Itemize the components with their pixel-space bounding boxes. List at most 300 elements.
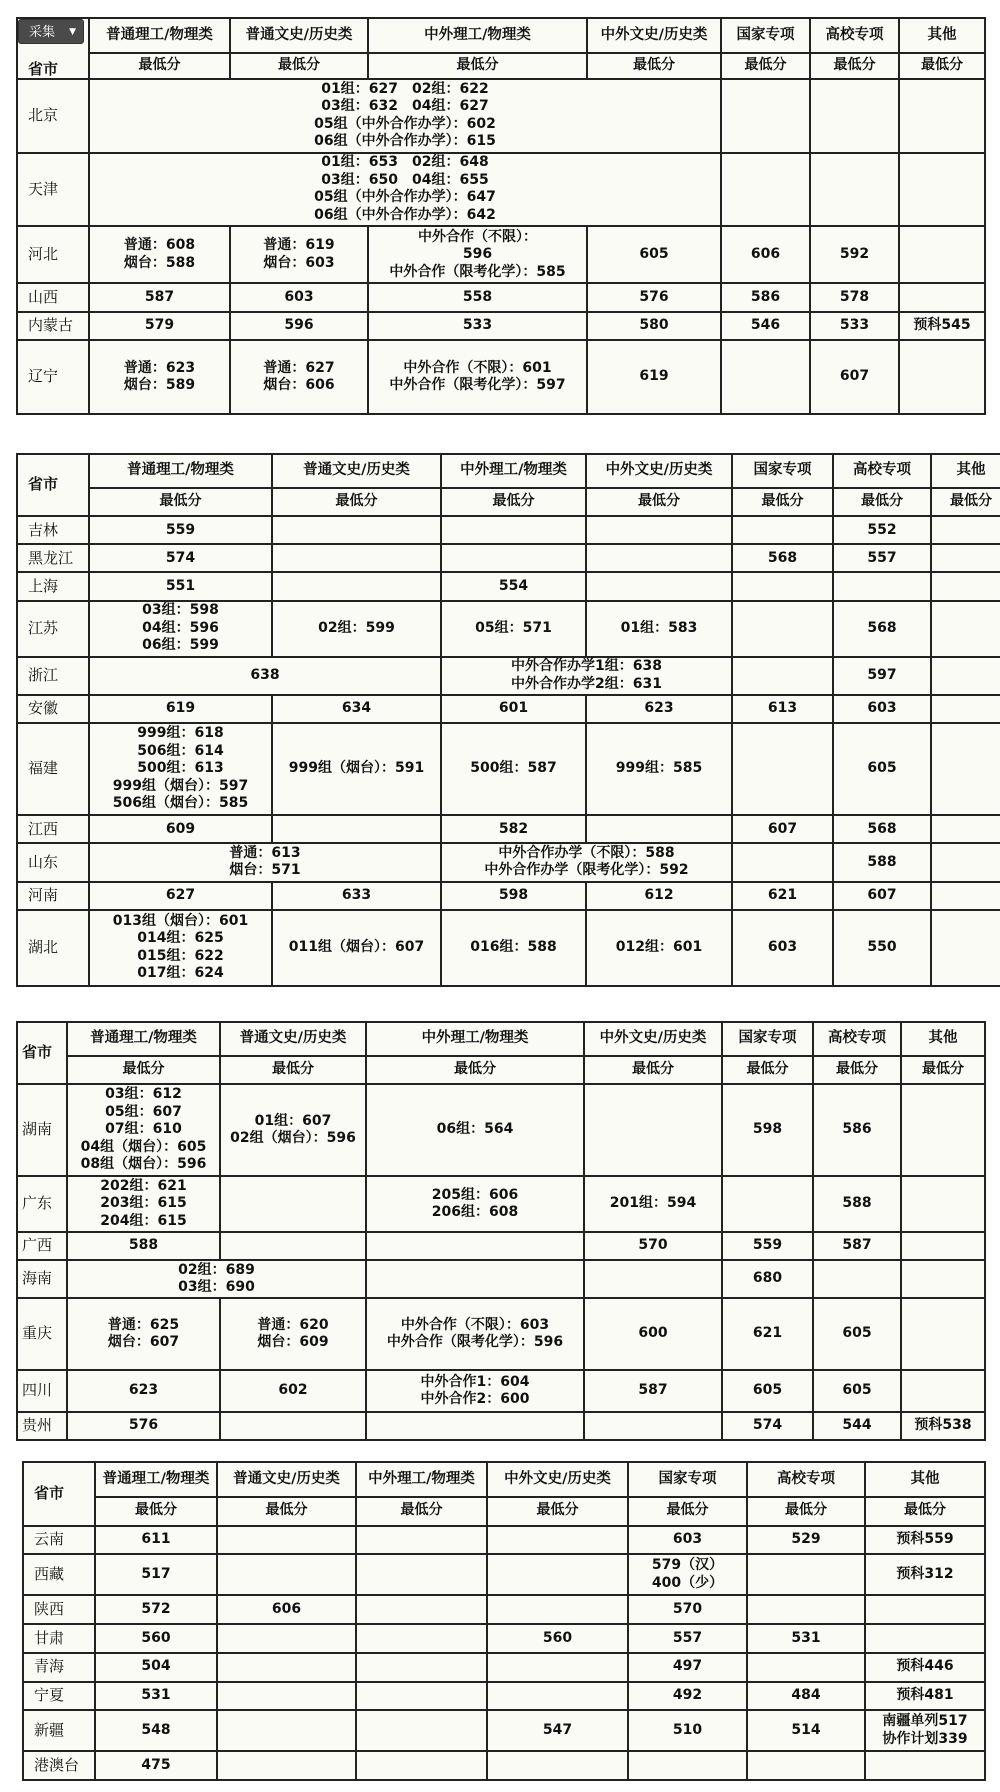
score-cell: 普通：625 烟台：607 (67, 1298, 220, 1370)
province-name: 河北 (17, 226, 89, 283)
score-cell: 中外合作（不限）：601 中外合作（限考化学）：597 (368, 340, 587, 414)
table-row (17, 843, 1000, 881)
score-cell: 609 (89, 815, 272, 843)
score-cell: 510 (628, 1710, 747, 1751)
score-cell: 01组：607 02组（烟台）：596 (220, 1084, 366, 1176)
header-college-special: 高校专项 (833, 454, 931, 488)
score-cell: 504 (95, 1653, 217, 1682)
province-name: 湖南 (17, 1084, 67, 1176)
province-name: 吉林 (17, 516, 89, 544)
subheader-min-score: 最低分 (722, 1056, 813, 1084)
header-college-special: 高校专项 (810, 18, 899, 53)
score-cell (931, 695, 1000, 723)
score-cell (220, 1412, 366, 1440)
score-cell (931, 843, 1000, 881)
score-cell: 012组：601 (586, 910, 732, 986)
score-cell (931, 910, 1000, 986)
score-cell (487, 1526, 628, 1555)
score-cell: 201组：594 (584, 1176, 722, 1232)
subheader-min-score: 最低分 (721, 53, 810, 80)
score-cell: 546 (721, 312, 810, 341)
header-regular-arts: 普通文史/历史类 (230, 18, 368, 53)
score-cell: 623 (586, 695, 732, 723)
score-cell (217, 1682, 356, 1711)
score-cell: 627 (89, 882, 272, 910)
score-cell (931, 657, 1000, 695)
score-cell: 578 (810, 283, 899, 312)
score-cell (899, 79, 985, 152)
score-cell: 517 (95, 1554, 217, 1595)
score-cell: 574 (89, 544, 272, 572)
header-national-special: 国家专项 (732, 454, 833, 488)
table-row (23, 1653, 985, 1682)
score-cell: 587 (89, 283, 230, 312)
score-cell: 557 (628, 1624, 747, 1653)
header-regular-arts: 普通文史/历史类 (272, 454, 441, 488)
table-row (17, 1370, 985, 1412)
score-cell (356, 1526, 487, 1555)
table-row (23, 1751, 985, 1780)
score-cell: 606 (217, 1595, 356, 1624)
header-other: 其他 (901, 1022, 985, 1056)
score-cell (721, 79, 810, 152)
score-cell: 559 (722, 1232, 813, 1260)
table-row (17, 544, 1000, 572)
score-cell: 531 (747, 1624, 865, 1653)
score-cell (732, 657, 833, 695)
table-row (17, 601, 1000, 657)
province-name: 北京 (17, 79, 89, 152)
score-cell: 492 (628, 1682, 747, 1711)
table-row (17, 695, 1000, 723)
score-cell: 普通：608 烟台：588 (89, 226, 230, 283)
province-name: 甘肃 (23, 1624, 95, 1653)
score-cell (732, 601, 833, 657)
score-cell: 中外合作1：604 中外合作2：600 (366, 1370, 584, 1412)
score-cell (217, 1653, 356, 1682)
score-cell: 中外合作办学（不限）：588 中外合作办学（限考化学）：592 (441, 843, 732, 881)
score-cell: 484 (747, 1682, 865, 1711)
province-name: 福建 (17, 723, 89, 815)
chevron-down-icon: ▼ (69, 27, 76, 37)
province-name: 黑龙江 (17, 544, 89, 572)
subheader-min-score: 最低分 (833, 488, 931, 516)
score-cell: 预科312 (865, 1554, 985, 1595)
score-cell (441, 544, 586, 572)
score-cell (272, 516, 441, 544)
table-row (17, 1298, 985, 1370)
score-cell: 579（汉） 400（少） (628, 1554, 747, 1595)
score-cell (586, 516, 732, 544)
score-cell: 568 (833, 601, 931, 657)
table-row (23, 1526, 985, 1555)
score-cell (747, 1751, 865, 1780)
score-cell: 南疆单列517 协作计划339 (865, 1710, 985, 1751)
subheader-min-score: 最低分 (368, 53, 587, 80)
score-cell: 01组：583 (586, 601, 732, 657)
score-cell: 603 (628, 1526, 747, 1555)
score-cell (584, 1412, 722, 1440)
score-cell: 568 (833, 815, 931, 843)
header-joint-arts: 中外文史/历史类 (487, 1462, 628, 1497)
score-cell (813, 1260, 901, 1298)
header-province: 省市 (23, 1462, 95, 1526)
score-cell: 597 (833, 657, 931, 695)
subheader-min-score: 最低分 (628, 1497, 747, 1526)
score-cell (356, 1595, 487, 1624)
score-cell: 586 (813, 1084, 901, 1176)
score-cell: 568 (732, 544, 833, 572)
score-cell: 611 (95, 1526, 217, 1555)
score-cell (931, 815, 1000, 843)
score-cell (366, 1232, 584, 1260)
score-cell: 607 (810, 340, 899, 414)
score-cell (220, 1176, 366, 1232)
score-cell: 603 (230, 283, 368, 312)
score-cell (487, 1595, 628, 1624)
score-cell: 999组：585 (586, 723, 732, 815)
score-cell (931, 723, 1000, 815)
subheader-min-score: 最低分 (747, 1497, 865, 1526)
table-row (17, 153, 985, 226)
score-cell: 533 (810, 312, 899, 341)
header-national-special: 国家专项 (721, 18, 810, 53)
score-cell (732, 843, 833, 881)
score-cell (721, 340, 810, 414)
score-cell (865, 1595, 985, 1624)
subheader-min-score: 最低分 (217, 1497, 356, 1526)
score-cell: 603 (732, 910, 833, 986)
score-cell (747, 1595, 865, 1624)
subheader-min-score: 最低分 (901, 1056, 985, 1084)
subheader-min-score: 最低分 (67, 1056, 220, 1084)
score-cell: 572 (95, 1595, 217, 1624)
subheader-min-score: 最低分 (899, 53, 985, 80)
score-cell (217, 1526, 356, 1555)
score-cell (899, 153, 985, 226)
score-cell: 576 (587, 283, 721, 312)
score-cell: 预科446 (865, 1653, 985, 1682)
header-other: 其他 (899, 18, 985, 53)
score-cell (356, 1751, 487, 1780)
score-cell (584, 1084, 722, 1176)
score-cell (366, 1260, 584, 1298)
score-cell: 03组：598 04组：596 06组：599 (89, 601, 272, 657)
score-cell (356, 1624, 487, 1653)
score-cell (721, 153, 810, 226)
score-cell (272, 544, 441, 572)
score-cell: 普通：620 烟台：609 (220, 1298, 366, 1370)
score-cell (901, 1370, 985, 1412)
score-cell: 普通：619 烟台：603 (230, 226, 368, 283)
score-cell: 544 (813, 1412, 901, 1440)
province-name: 江西 (17, 815, 89, 843)
score-cell: 607 (732, 815, 833, 843)
score-cell (586, 572, 732, 600)
score-cell: 202组：621 203组：615 204组：615 (67, 1176, 220, 1232)
score-cell (220, 1232, 366, 1260)
province-name: 西藏 (23, 1554, 95, 1595)
score-cell: 588 (833, 843, 931, 881)
score-cell: 01组：653 02组：648 03组：650 04组：655 05组（中外合作办学）：647 06组（中外合作办学）：642 (89, 153, 721, 226)
header-province: 省市 (17, 1022, 67, 1084)
province-name: 浙江 (17, 657, 89, 695)
score-cell (901, 1084, 985, 1176)
table-row (17, 516, 1000, 544)
score-cell (899, 226, 985, 283)
score-cell: 普通：627 烟台：606 (230, 340, 368, 414)
subheader-min-score: 最低分 (366, 1056, 584, 1084)
score-cell: 576 (67, 1412, 220, 1440)
score-table-3 (16, 1021, 986, 1441)
score-cell: 03组：612 05组：607 07组：610 04组（烟台）：605 08组（烟台）：596 (67, 1084, 220, 1176)
province-name: 广西 (17, 1232, 67, 1260)
score-cell: 607 (833, 882, 931, 910)
score-cell (441, 516, 586, 544)
score-cell (901, 1260, 985, 1298)
score-cell: 普通：623 烟台：589 (89, 340, 230, 414)
province-name: 安徽 (17, 695, 89, 723)
header-college-special: 高校专项 (747, 1462, 865, 1497)
score-cell (810, 79, 899, 152)
score-cell: 558 (368, 283, 587, 312)
score-cell: 602 (220, 1370, 366, 1412)
score-cell (487, 1653, 628, 1682)
subheader-min-score: 最低分 (586, 488, 732, 516)
score-cell: 011组（烟台）：607 (272, 910, 441, 986)
score-cell: 605 (722, 1370, 813, 1412)
header-regular-science: 普通理工/物理类 (95, 1462, 217, 1497)
score-cell (931, 601, 1000, 657)
table-row (23, 1682, 985, 1711)
province-name: 港澳台 (23, 1751, 95, 1780)
score-cell (931, 572, 1000, 600)
header-province: 省市 (17, 18, 89, 79)
table-row (17, 657, 1000, 695)
score-cell (865, 1751, 985, 1780)
score-cell: 02组：599 (272, 601, 441, 657)
table-row (17, 1260, 985, 1298)
table-row (23, 1710, 985, 1751)
score-cell (356, 1653, 487, 1682)
score-cell (217, 1624, 356, 1653)
score-cell: 586 (721, 283, 810, 312)
score-table-4 (22, 1461, 986, 1781)
table-row (17, 815, 1000, 843)
score-cell (487, 1682, 628, 1711)
province-name: 云南 (23, 1526, 95, 1555)
score-cell: 588 (813, 1176, 901, 1232)
province-name: 辽宁 (17, 340, 89, 414)
score-cell (356, 1682, 487, 1711)
score-cell: 605 (813, 1298, 901, 1370)
score-cell: 606 (721, 226, 810, 283)
subheader-min-score: 最低分 (487, 1497, 628, 1526)
score-cell: 588 (67, 1232, 220, 1260)
score-cell (931, 544, 1000, 572)
score-cell: 529 (747, 1526, 865, 1555)
score-cell: 预科538 (901, 1412, 985, 1440)
province-name: 上海 (17, 572, 89, 600)
header-joint-science: 中外理工/物理类 (441, 454, 586, 488)
score-cell (901, 1298, 985, 1370)
score-cell: 中外合作（不限）：603 中外合作（限考化学）：596 (366, 1298, 584, 1370)
province-name: 海南 (17, 1260, 67, 1298)
table-row (17, 1412, 985, 1440)
score-cell (628, 1751, 747, 1780)
score-table-2 (16, 453, 1000, 987)
score-cell: 598 (441, 882, 586, 910)
score-cell: 623 (67, 1370, 220, 1412)
province-name: 山东 (17, 843, 89, 881)
header-joint-science: 中外理工/物理类 (356, 1462, 487, 1497)
score-cell: 605 (833, 723, 931, 815)
collect-label: 采集 (29, 25, 56, 40)
score-cell: 06组：564 (366, 1084, 584, 1176)
score-cell: 592 (810, 226, 899, 283)
score-cell: 579 (89, 312, 230, 341)
score-cell: 普通：613 烟台：571 (89, 843, 441, 881)
score-cell: 613 (732, 695, 833, 723)
subheader-min-score: 最低分 (441, 488, 586, 516)
score-cell: 999组（烟台）：591 (272, 723, 441, 815)
score-cell: 680 (722, 1260, 813, 1298)
subheader-min-score: 最低分 (89, 488, 272, 516)
table-row (17, 79, 985, 152)
province-name: 宁夏 (23, 1682, 95, 1711)
score-cell: 预科481 (865, 1682, 985, 1711)
score-cell: 550 (833, 910, 931, 986)
score-cell (732, 723, 833, 815)
score-cell (732, 516, 833, 544)
header-regular-science: 普通理工/物理类 (89, 18, 230, 53)
subheader-min-score: 最低分 (587, 53, 721, 80)
header-national-special: 国家专项 (722, 1022, 813, 1056)
score-cell (747, 1554, 865, 1595)
score-cell: 587 (813, 1232, 901, 1260)
score-cell: 634 (272, 695, 441, 723)
score-cell: 596 (230, 312, 368, 341)
table-row (17, 1084, 985, 1176)
province-name: 新疆 (23, 1710, 95, 1751)
table-row (17, 572, 1000, 600)
header-national-special: 国家专项 (628, 1462, 747, 1497)
province-name: 河南 (17, 882, 89, 910)
score-cell: 016组：588 (441, 910, 586, 986)
header-college-special: 高校专项 (813, 1022, 901, 1056)
table-row (23, 1595, 985, 1624)
table-row (17, 283, 985, 312)
score-cell: 514 (747, 1710, 865, 1751)
province-name: 江苏 (17, 601, 89, 657)
province-name: 内蒙古 (17, 312, 89, 341)
score-cell (810, 153, 899, 226)
table-row (17, 882, 1000, 910)
score-cell (865, 1624, 985, 1653)
subheader-min-score: 最低分 (95, 1497, 217, 1526)
score-cell: 587 (584, 1370, 722, 1412)
header-joint-science: 中外理工/物理类 (368, 18, 587, 53)
subheader-min-score: 最低分 (810, 53, 899, 80)
table-row (23, 1624, 985, 1653)
score-cell: 582 (441, 815, 586, 843)
score-cell: 605 (587, 226, 721, 283)
score-cell (584, 1260, 722, 1298)
score-cell: 559 (89, 516, 272, 544)
subheader-min-score: 最低分 (356, 1497, 487, 1526)
subheader-min-score: 最低分 (230, 53, 368, 80)
header-joint-arts: 中外文史/历史类 (584, 1022, 722, 1056)
score-cell: 600 (584, 1298, 722, 1370)
score-table-1 (16, 17, 986, 415)
table-row (17, 1232, 985, 1260)
score-cell: 01组：627 02组：622 03组：632 04组：627 05组（中外合作办学）：602 06组（中外合作办学）：615 (89, 79, 721, 152)
score-cell (833, 572, 931, 600)
subheader-min-score: 最低分 (89, 53, 230, 80)
province-name: 陕西 (23, 1595, 95, 1624)
score-cell: 552 (833, 516, 931, 544)
score-cell: 02组：689 03组：690 (67, 1260, 366, 1298)
score-cell: 621 (722, 1298, 813, 1370)
score-cell (899, 340, 985, 414)
score-cell (586, 544, 732, 572)
score-cell: 500组：587 (441, 723, 586, 815)
score-cell: 999组：618 506组：614 500组：613 999组（烟台）：597 506组（烟台）：585 (89, 723, 272, 815)
province-name: 天津 (17, 153, 89, 226)
score-cell: 560 (95, 1624, 217, 1653)
score-cell: 预科559 (865, 1526, 985, 1555)
collect-dropdown-button[interactable] (18, 19, 84, 44)
header-joint-arts: 中外文史/历史类 (587, 18, 721, 53)
header-joint-arts: 中外文史/历史类 (586, 454, 732, 488)
header-province: 省市 (17, 454, 89, 516)
score-cell (931, 882, 1000, 910)
score-cell: 05组：571 (441, 601, 586, 657)
score-cell (487, 1554, 628, 1595)
subheader-min-score: 最低分 (220, 1056, 366, 1084)
score-cell (272, 572, 441, 600)
table-row (17, 226, 985, 283)
table-row (17, 312, 985, 341)
score-cell: 570 (584, 1232, 722, 1260)
score-cell: 554 (441, 572, 586, 600)
score-cell: 551 (89, 572, 272, 600)
score-cell: 533 (368, 312, 587, 341)
subheader-min-score: 最低分 (813, 1056, 901, 1084)
subheader-min-score: 最低分 (584, 1056, 722, 1084)
score-cell (366, 1412, 584, 1440)
score-cell: 570 (628, 1595, 747, 1624)
score-cell: 547 (487, 1710, 628, 1751)
score-cell: 531 (95, 1682, 217, 1711)
header-regular-arts: 普通文史/历史类 (217, 1462, 356, 1497)
province-name: 贵州 (17, 1412, 67, 1440)
score-cell: 574 (722, 1412, 813, 1440)
header-other: 其他 (931, 454, 1000, 488)
score-cell: 205组：606 206组：608 (366, 1176, 584, 1232)
score-cell (722, 1176, 813, 1232)
score-cell: 475 (95, 1751, 217, 1780)
table-row (17, 910, 1000, 986)
province-name: 重庆 (17, 1298, 67, 1370)
subheader-min-score: 最低分 (865, 1497, 985, 1526)
score-cell (931, 516, 1000, 544)
table-row (17, 723, 1000, 815)
score-cell: 560 (487, 1624, 628, 1653)
score-cell: 中外合作办学1组：638 中外合作办学2组：631 (441, 657, 732, 695)
score-cell: 601 (441, 695, 586, 723)
province-name: 广东 (17, 1176, 67, 1232)
